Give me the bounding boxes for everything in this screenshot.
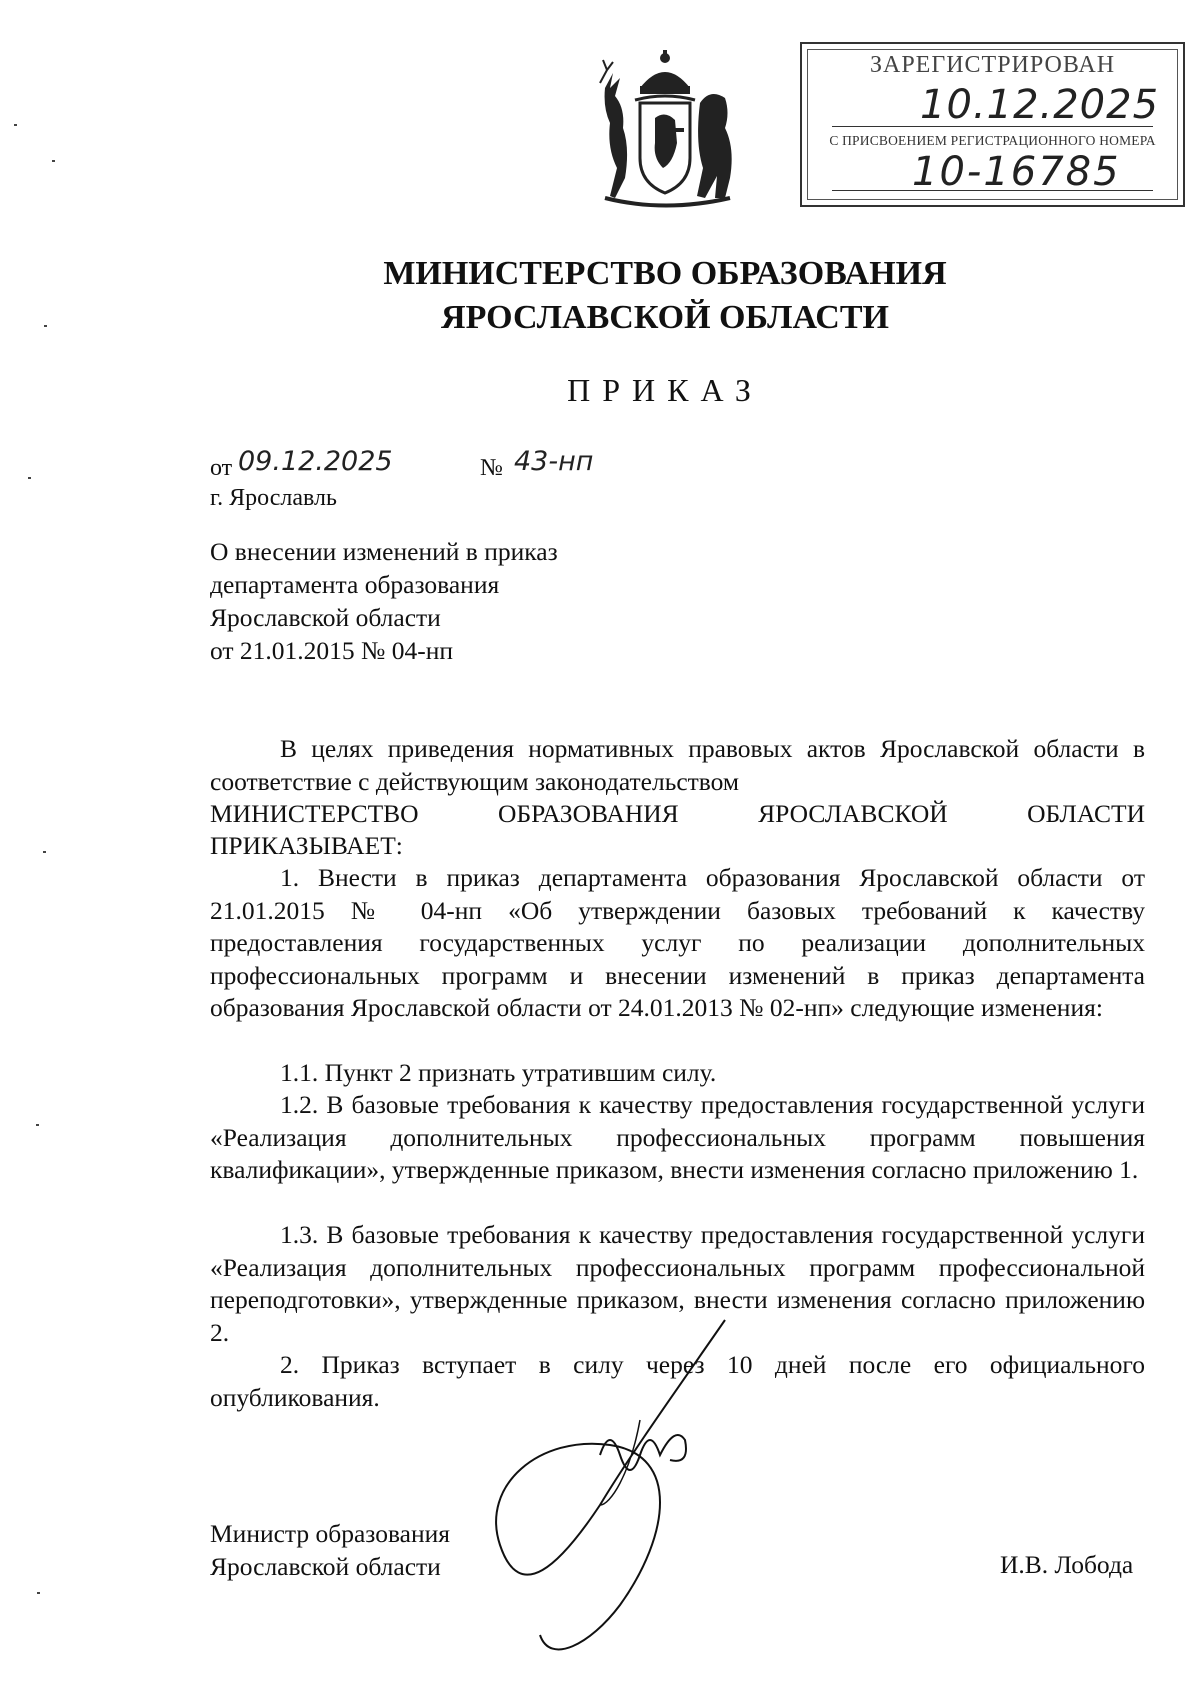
coat-of-arms-emblem [585, 48, 745, 208]
signer-position [210, 1517, 450, 1583]
scan-speck [37, 1592, 40, 1594]
ministry-caps-line: МИНИСТЕРСТВО ОБРАЗОВАНИЯ ЯРОСЛАВСКОЙ ОБЛАСТИ [210, 799, 1145, 828]
date-prefix: от [210, 455, 233, 481]
paragraph-1-1: 1.1. Пункт 2 признать утратившим силу. [280, 1058, 717, 1087]
paragraph-1-2: 1.2. В базовые требования к качеству предоставления государственной услуги «Реализация дополнительных профессиональных программ повышения квалификации», утвержденные приказом, внести изменения согласно приложению 1. [210, 1090, 1145, 1184]
subject-line: О внесении изменений в приказ [210, 537, 558, 566]
ministry-header [0, 252, 1200, 340]
handwritten-number: 43-нп [514, 446, 594, 477]
stamp-title: ЗАРЕГИСТРИРОВАН [869, 52, 1116, 78]
paragraph-1: 1. Внести в приказ департамента образования Ярославской области от 21.01.2015 № 04-нп «Об утверждении базовых требований к качеству предоставления государственных услуг по реализации дополнительных профессиональных программ и внесении изменений в приказ департамента образования Ярославской области от 24.01.2013 № 02-нп» следующие изменения: [210, 863, 1145, 1022]
handwritten-signature [480, 1305, 780, 1675]
ministry-line-2: ЯРОСЛАВСКОЙ ОБЛАСТИ [441, 299, 889, 336]
stamp-subtitle: С ПРИСВОЕНИЕМ РЕГИСТРАЦИОННОГО НОМЕРА [829, 133, 1156, 148]
subject-line: Ярославской области [210, 603, 441, 632]
ministry-line-1: МИНИСТЕРСТВО ОБРАЗОВАНИЯ [383, 255, 947, 292]
signer-position-line: Министр образования [210, 1519, 451, 1548]
document-type-title: ПРИКАЗ [567, 372, 763, 408]
stamp-registration-number: 10-16785 [912, 149, 1121, 195]
signer-position-line: Ярославской области [210, 1552, 441, 1581]
scan-speck [36, 1124, 39, 1126]
scan-speck [28, 477, 31, 479]
paragraph-2: 2. Приказ вступает в силу через 10 дней после его официального опубликования. [210, 1350, 1145, 1412]
subject-line: департамента образования [210, 570, 500, 599]
preamble-paragraph: В целях приведения нормативных правовых актов Ярославской области в соответствие с действующим законодательством [210, 734, 1145, 796]
city-line: г. Ярославль [210, 485, 337, 511]
scan-speck [43, 851, 46, 853]
stamp-date: 10.12.2025 [920, 82, 1160, 128]
registration-stamp [800, 42, 1185, 207]
number-prefix: № [480, 455, 503, 481]
orders-line: ПРИКАЗЫВАЕТ: [210, 831, 403, 860]
stamp-number-line [832, 190, 1153, 191]
scan-speck [14, 124, 17, 126]
stamp-date-line [832, 126, 1153, 127]
document-subject [210, 535, 558, 667]
signer-name: И.В. Лобода [1000, 1550, 1134, 1579]
scan-speck [52, 160, 55, 162]
subject-line: от 21.01.2015 № 04-нп [210, 636, 454, 665]
handwritten-date: 09.12.2025 [238, 446, 393, 477]
paragraph-1-3: 1.3. В базовые требования к качеству предоставления государственной услуги «Реализация дополнительных профессиональных программ профессиональной переподготовки», утвержденные приказом, внести изменения согласно приложению 2. [210, 1220, 1145, 1347]
